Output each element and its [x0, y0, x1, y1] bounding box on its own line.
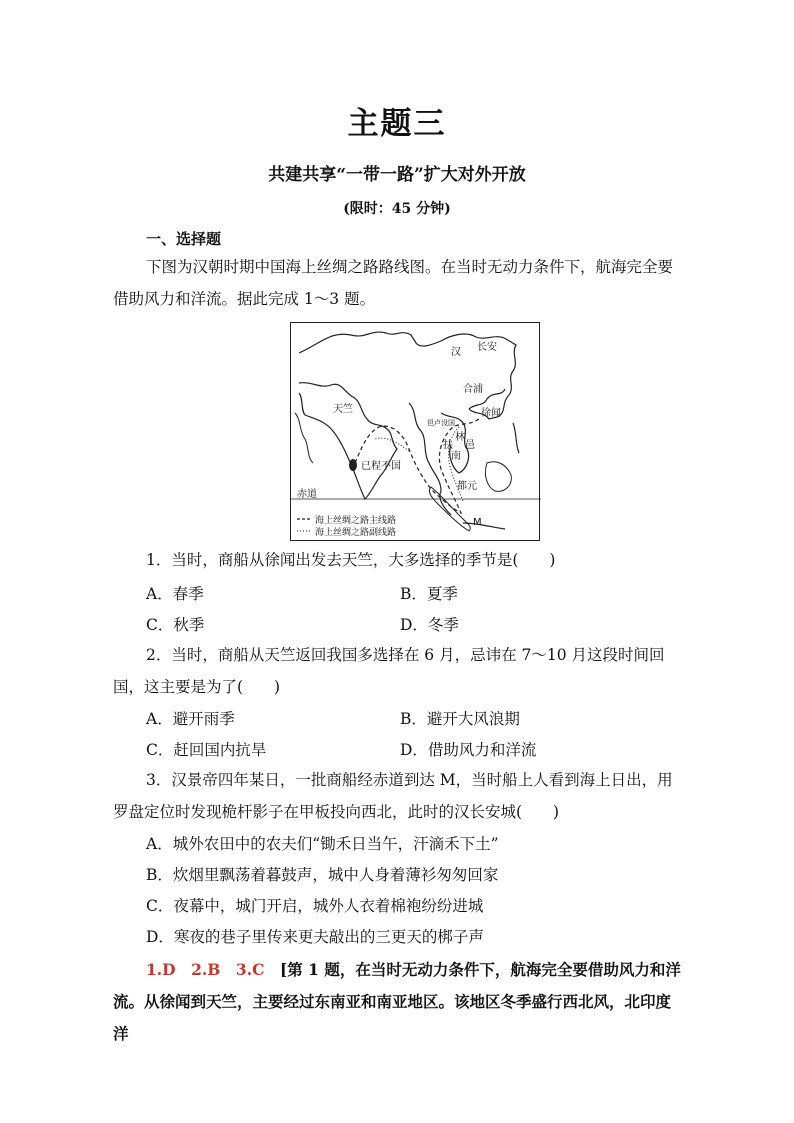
answer-key: 1.D 2.B 3.C	[146, 960, 265, 979]
label-m: M	[473, 517, 482, 528]
label-xuwen: 徐闻	[481, 408, 501, 419]
label-han: 汉	[451, 347, 461, 358]
label-nan: 南	[451, 451, 461, 462]
sumatra-island	[429, 487, 470, 531]
label-yi: 邑	[465, 440, 475, 451]
q2-option-a[interactable]: A．避开雨季	[146, 710, 235, 728]
q1-option-d[interactable]: D．冬季	[400, 616, 459, 634]
q3-option-b[interactable]: B．炊烟里飘荡着暮鼓声，城中人身着薄衫匆匆回家	[146, 866, 499, 884]
answer-text: [第 1 题，在当时无动力条件下，航海完全要借助风力和洋流。从徐闻到天竺，主要经过东南亚和南亚地区。该地区冬季盛行西北风，北印度洋	[113, 960, 681, 1043]
label-yiluguo: 邑卢没国	[427, 419, 455, 427]
legend-main-label: 海上丝绸之路主线路	[315, 516, 397, 526]
section-heading: 一、选择题	[146, 230, 222, 248]
question-3-stem: 3．汉景帝四年某日，一批商船经赤道到达 M，当时船上人看到海上日出，用罗盘定位时发现桅杆影子在甲板投向西北，此时的汉长安城( )	[113, 771, 673, 821]
borneo-island	[485, 462, 511, 492]
label-yichengbuguo: 已程不国	[361, 461, 401, 472]
answer-explanation	[113, 954, 683, 1050]
silk-road-map	[290, 322, 540, 541]
q2-option-b[interactable]: B．避开大风浪期	[400, 710, 520, 728]
map-drawing	[291, 323, 541, 542]
intro-paragraph: 下图为汉朝时期中国海上丝绸之路路线图。在当时无动力条件下，航海完全要借助风力和洋流。据此完成 1～3 题。	[113, 258, 674, 308]
label-duyuan: 都元	[457, 481, 477, 492]
q1-option-b[interactable]: B．夏季	[400, 585, 458, 603]
q3-option-d[interactable]: D．寒夜的巷子里传来更夫敲出的三更天的梆子声	[146, 928, 484, 946]
q3-option-a[interactable]: A．城外农田中的农夫们“锄禾日当午，汗滴禾下土”	[146, 835, 499, 853]
time-limit: (限时：45 分钟)	[343, 201, 451, 217]
label-lin: 林	[455, 432, 465, 443]
page-title: 主题三	[347, 106, 447, 142]
q1-option-a[interactable]: A．春季	[146, 585, 204, 603]
q2-option-c[interactable]: C．赶回国内抗旱	[146, 741, 267, 759]
q1-option-c[interactable]: C．秋季	[146, 616, 205, 634]
philippines-island	[513, 423, 519, 453]
label-changan: 长安	[477, 342, 497, 353]
label-fu: 扶	[443, 440, 453, 451]
question-2-stem: 2．当时，商船从天竺返回我国多选择在 6 月，忌讳在 7～10 月这段时间回国，这主要是为了( )	[113, 646, 665, 696]
page-subtitle: 共建共享“一带一路”扩大对外开放	[268, 165, 526, 185]
label-hepu: 合浦	[463, 384, 483, 395]
question-1-stem: 1．当时，商船从徐闻出发去天竺，大多选择的季节是( )	[146, 551, 556, 569]
label-tianzhu: 天竺	[333, 404, 353, 415]
q2-option-d[interactable]: D．借助风力和洋流	[400, 741, 537, 759]
label-equator: 赤道	[297, 489, 317, 500]
coastline-arabia	[295, 413, 313, 463]
q3-option-c[interactable]: C．夜幕中，城门开启，城外人衣着棉袍纷纷进城	[146, 897, 484, 915]
legend-sub-label: 海上丝绸之路副线路	[315, 528, 397, 538]
